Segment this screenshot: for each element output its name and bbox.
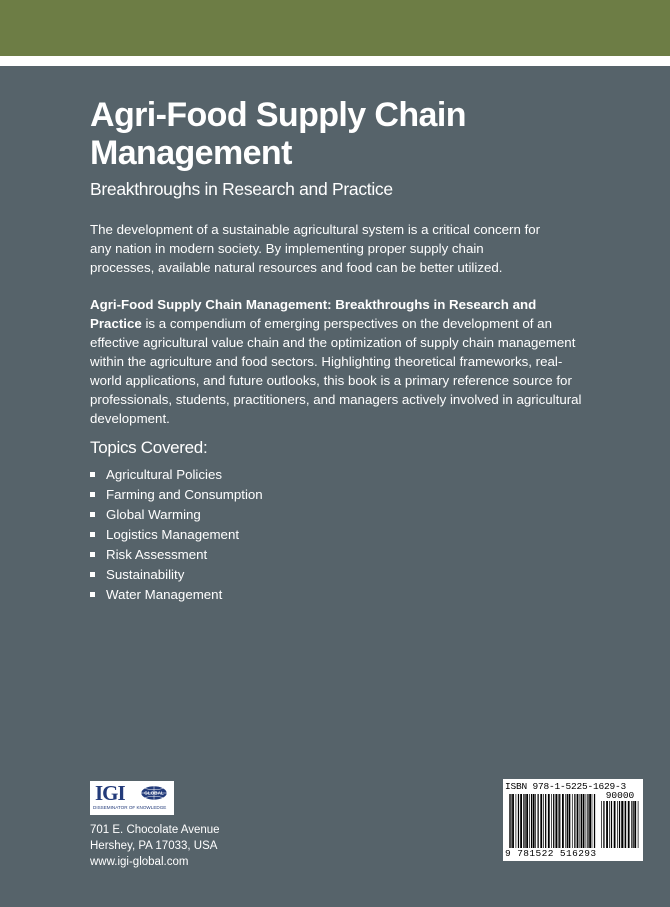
isbn-barcode <box>503 779 643 861</box>
barcode-bar <box>583 794 585 848</box>
barcode-digits: 9 781522 516293 <box>505 848 597 859</box>
bullet-square-icon <box>90 512 95 517</box>
topics-heading: Topics Covered: <box>90 438 208 457</box>
intro-paragraph: The development of a sustainable agricultural system is a critical concern for any nation in modern society. By implementing proper supply chain processes, available natural resources and food can be better utilized. <box>90 222 541 275</box>
barcode-bar <box>558 794 559 848</box>
topic-label: Agricultural Policies <box>106 467 223 482</box>
topic-item <box>90 585 263 605</box>
barcode-bar <box>611 801 612 848</box>
topic-label: Global Warming <box>106 507 201 522</box>
bullet-square-icon <box>90 472 95 477</box>
barcode-bar <box>509 794 510 848</box>
barcode-bar <box>603 801 604 848</box>
topic-label: Logistics Management <box>106 527 240 542</box>
barcode-bar <box>617 801 618 848</box>
publisher-logo <box>90 781 174 815</box>
barcode-bar <box>628 801 630 848</box>
barcode-bar <box>609 801 610 848</box>
barcode-main-bars <box>509 794 597 848</box>
barcode-bar <box>555 794 557 848</box>
bullet-square-icon <box>90 552 95 557</box>
barcode-bar <box>538 794 539 848</box>
barcode-bar <box>548 794 550 848</box>
logo-tagline: DISSEMINATOR OF KNOWLEDGE <box>93 805 167 810</box>
barcode-bar <box>531 794 532 848</box>
top-color-band <box>0 0 670 56</box>
barcode-bar <box>614 801 616 848</box>
topic-item <box>90 505 263 525</box>
barcode-bar <box>633 801 634 848</box>
barcode-bar <box>510 794 511 848</box>
barcode-bar <box>621 801 623 848</box>
barcode-bar <box>516 794 517 848</box>
topics-list <box>90 465 263 605</box>
topic-label: Water Management <box>106 587 223 602</box>
barcode-bar <box>562 794 564 848</box>
barcode-bar <box>512 794 514 848</box>
barcode-bar <box>518 794 519 848</box>
barcode-bar <box>606 801 608 848</box>
barcode-bar <box>594 794 595 848</box>
topic-item <box>90 525 263 545</box>
barcode-bar <box>540 794 542 848</box>
barcode-bar <box>631 801 632 848</box>
barcode-bar <box>572 794 573 848</box>
white-divider-band <box>0 56 670 66</box>
isbn-label: ISBN 978-1-5225-1629-3 <box>505 781 627 792</box>
topic-item <box>90 485 263 505</box>
barcode-bar <box>533 794 535 848</box>
topic-item <box>90 545 263 565</box>
barcode-bar <box>589 794 591 848</box>
logo-letters: IGI <box>95 781 125 805</box>
barcode-bar <box>586 794 587 848</box>
summary-paragraph <box>90 295 585 428</box>
barcode-bar <box>625 801 626 848</box>
globe-icon <box>140 785 168 801</box>
summary-title-bold: Agri-Food Supply Chain Management: Breakthroughs in Research and Practice <box>90 297 537 331</box>
barcode-bar <box>535 794 536 848</box>
barcode-bar <box>581 794 582 848</box>
address-city: Hershey, PA 17033, USA <box>90 840 218 852</box>
barcode-bar <box>619 801 620 848</box>
barcode-bar <box>601 801 602 848</box>
barcode-bar <box>592 794 593 848</box>
topic-item <box>90 565 263 585</box>
barcode-bar <box>580 794 581 848</box>
barcode-bar <box>526 794 528 848</box>
svg-text:GLOBAL: GLOBAL <box>144 790 164 796</box>
barcode-bar <box>565 794 566 848</box>
barcode-bar <box>567 794 568 848</box>
barcode-bar <box>587 794 588 848</box>
book-title: Agri-Food Supply Chain Management <box>90 96 466 172</box>
barcode-bar <box>569 794 571 848</box>
book-subtitle: Breakthroughs in Research and Practice <box>90 179 393 199</box>
barcode-bar <box>524 794 525 848</box>
barcode-bar <box>551 794 552 848</box>
barcode-addon-digits: 90000 <box>605 790 635 801</box>
barcode-bar <box>545 794 546 848</box>
bullet-square-icon <box>90 572 95 577</box>
publisher-address <box>90 822 220 870</box>
topic-label: Farming and Consumption <box>106 487 263 502</box>
barcode-bar <box>574 794 575 848</box>
topic-label: Sustainability <box>106 567 185 582</box>
barcode-addon-bars <box>601 801 639 848</box>
barcode-bar <box>520 794 522 848</box>
barcode-bar <box>638 801 639 848</box>
bullet-square-icon <box>90 532 95 537</box>
barcode-bar <box>559 794 560 848</box>
barcode-bar <box>543 794 544 848</box>
barcode-bar <box>523 794 524 848</box>
barcode-bar <box>529 794 530 848</box>
topic-item <box>90 465 263 485</box>
barcode-bar <box>634 801 636 848</box>
barcode-bar <box>624 801 625 848</box>
bullet-square-icon <box>90 592 95 597</box>
bullet-square-icon <box>90 492 95 497</box>
summary-text: is a compendium of emerging perspectives on the development of an effective agricultural value chain and the optimization of supply chain management within the agriculture and food sectors. Highlighting theoretical frameworks, real-world applications, and future outlooks, this book is a primary reference source for professionals, students, practitioners, and managers actively involved in agricultural development. <box>90 316 582 426</box>
barcode-bar <box>577 794 579 848</box>
publisher-website-link[interactable]: www.igi-global.com <box>90 856 189 868</box>
barcode-bar <box>553 794 554 848</box>
topic-label: Risk Assessment <box>106 547 208 562</box>
address-street: 701 E. Chocolate Avenue <box>90 824 220 836</box>
